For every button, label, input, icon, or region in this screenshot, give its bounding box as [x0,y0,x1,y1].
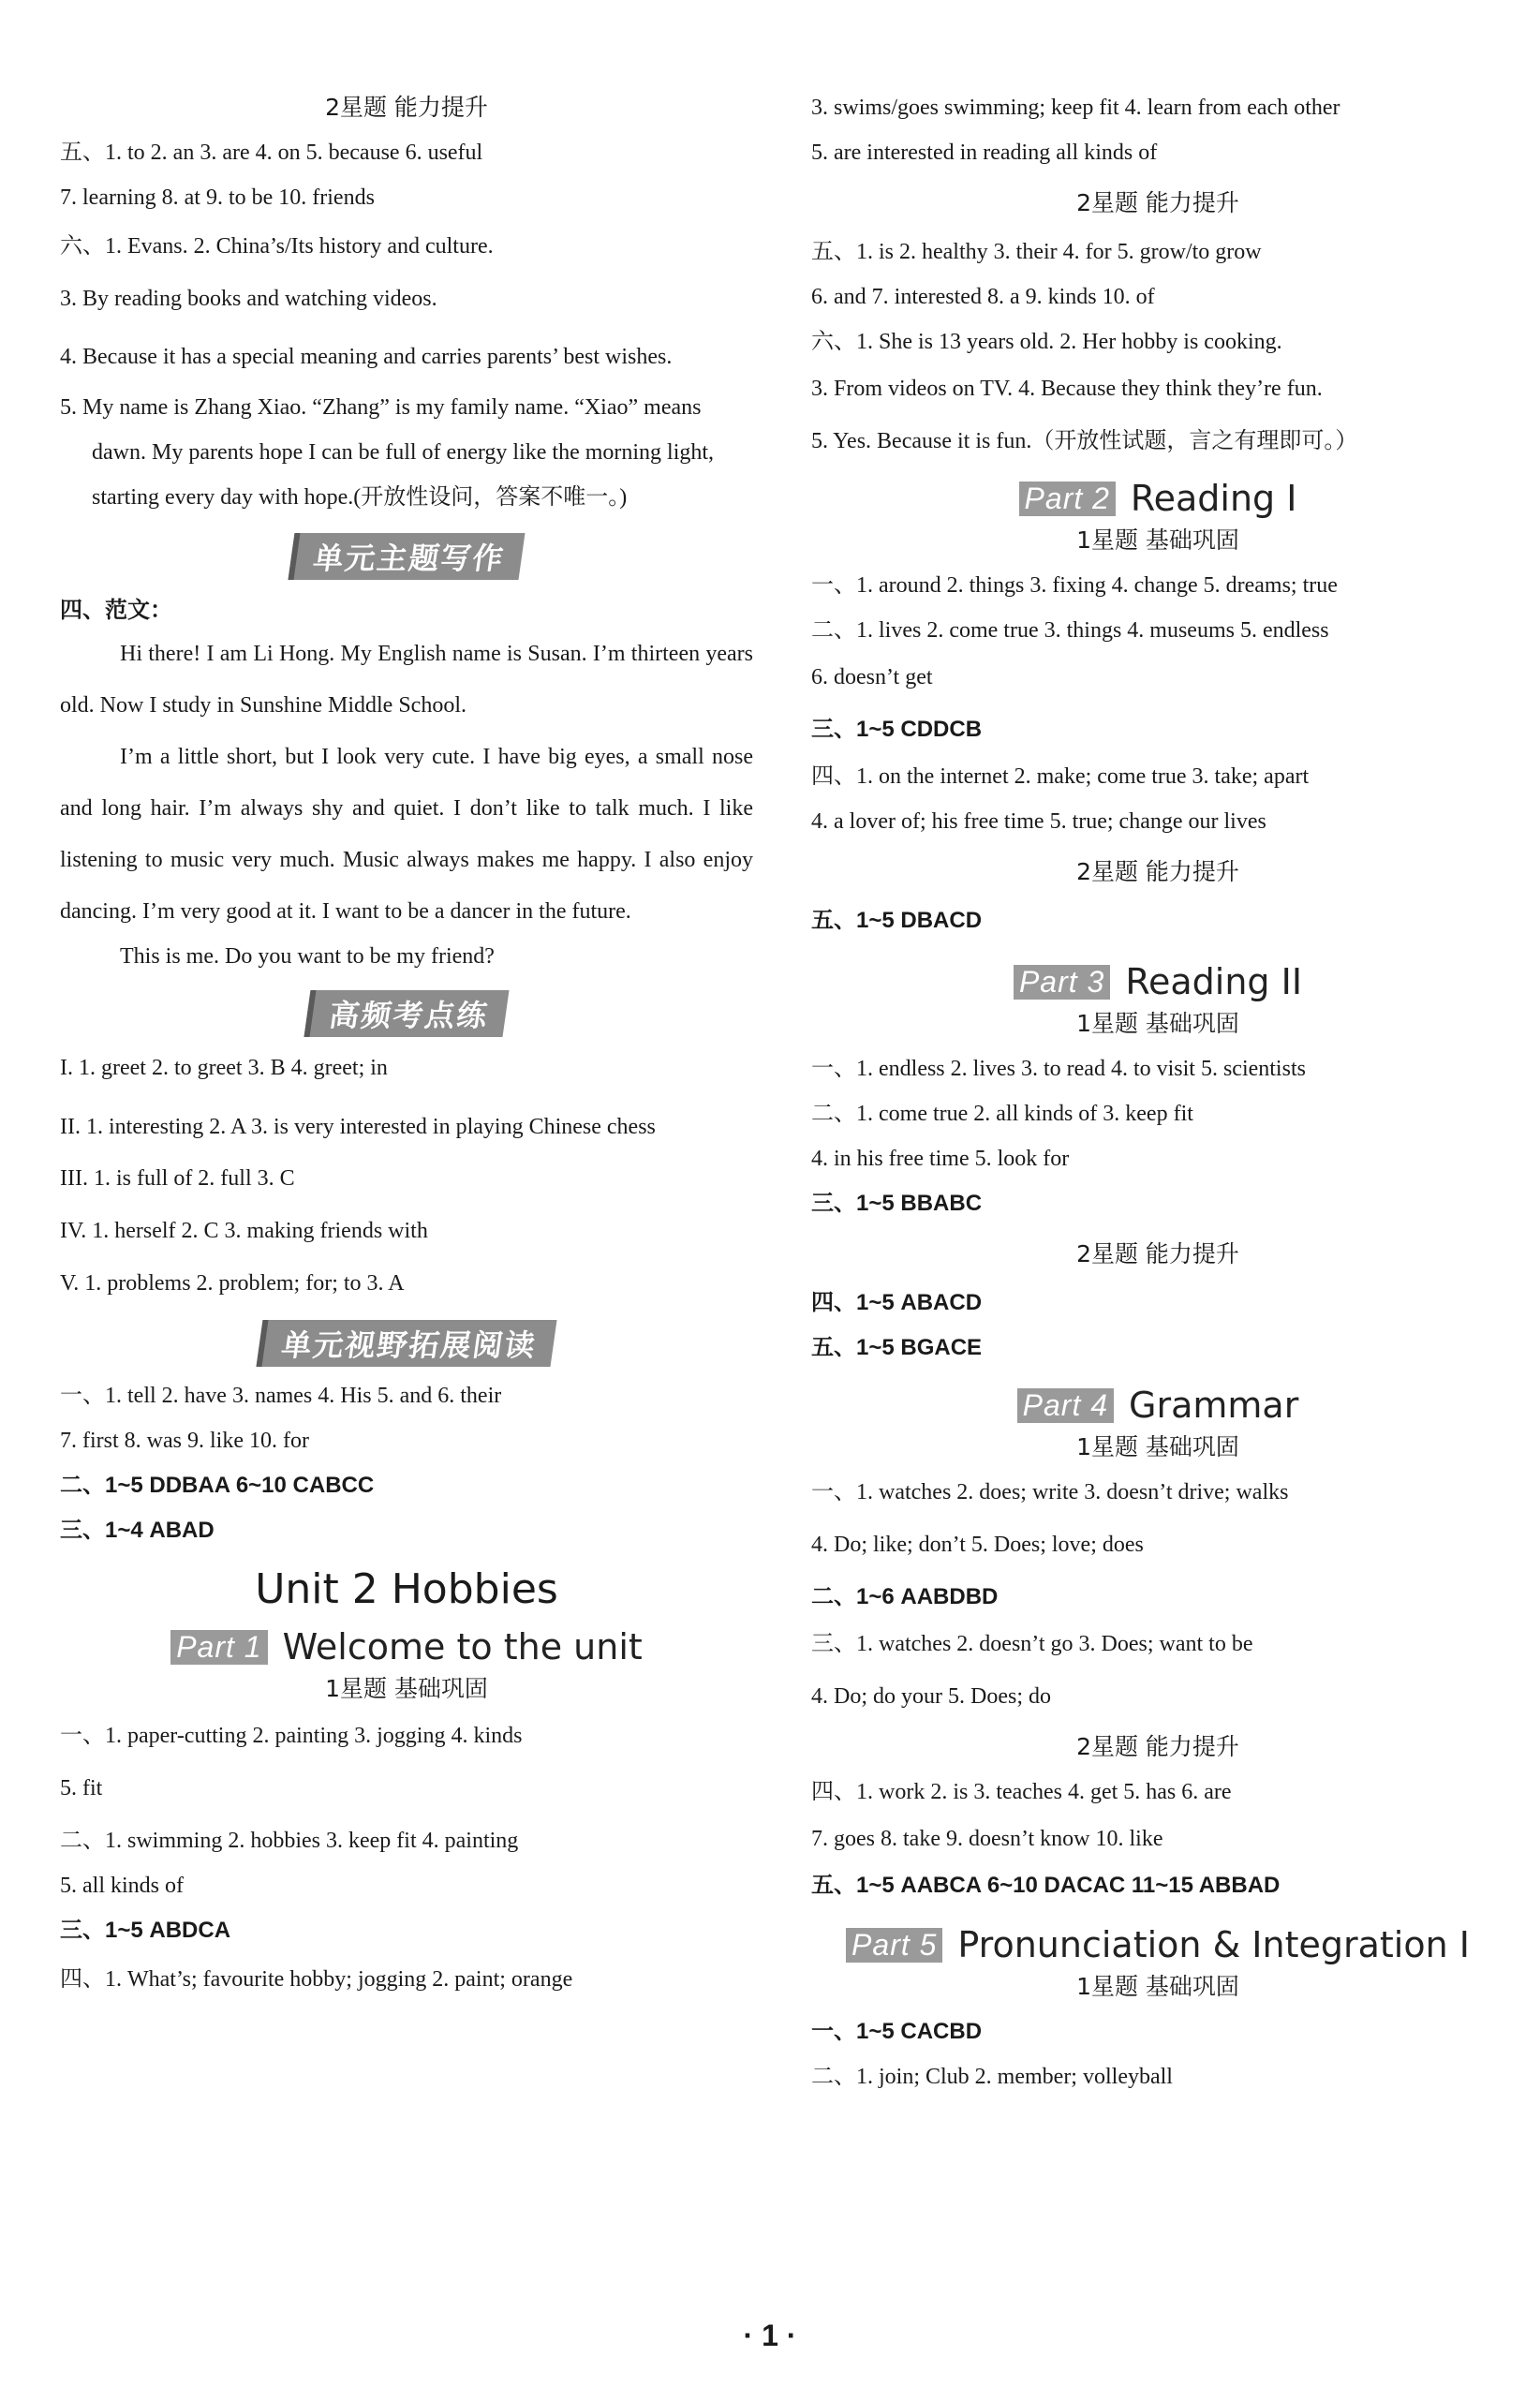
answer-line: 4. Do; do your 5. Does; do [811,1684,1051,1709]
answer-line: 三、1~5 BBABC [811,1191,983,1216]
section-heading: 2星题 能力提升 [1076,189,1239,216]
answer-line: 三、1~5 CDDCB [811,717,983,742]
answer-line: 3. From videos on TV. 4. Because they think they’re fun. [811,377,1323,401]
answer-line: 6. doesn’t get [811,665,933,689]
banner-extended-reading [60,1320,753,1367]
answer-line: 4. in his free time 5. look for [811,1147,1070,1171]
part-title: Reading II [1125,961,1303,1002]
section-heading: 1星题 基础巩固 [1076,1433,1239,1460]
answer-line: 五、1~5 DBACD [811,908,983,933]
answer-line: 一、1. tell 2. have 3. names 4. His 5. and 6. their [60,1384,502,1408]
section-heading: 1星题 基础巩固 [1076,1973,1239,2000]
answer-line: 五、1. is 2. healthy 3. their 4. for 5. grow/to grow [811,240,1262,264]
answer-line: 3. By reading books and watching videos. [60,287,437,311]
answer-line: 四、1. work 2. is 3. teaches 4. get 5. has 6. are [811,1780,1232,1804]
part-tag: Part 1 [170,1630,267,1665]
answer-line: 二、1~5 DDBAA 6~10 CABCC [60,1473,375,1498]
essay-paragraph: I’m a little short, but I look very cute. I have big eyes, a small nose and long hair. I’m always shy and quiet. I don’t like to talk much. I like listening to music very much. Music always makes me happy. I also enjoy dancing. I’m very good at it. I want to be a dancer in the future. [60,745,753,924]
section-heading: 2星题 能力提升 [325,94,488,121]
part-tag: Part 5 [846,1928,942,1963]
answer-line: 一、1. endless 2. lives 3. to read 4. to visit 5. scientists [811,1057,1306,1081]
answer-line: 四、1. What’s; favourite hobby; jogging 2. paint; orange [60,1967,573,1992]
answer-line: 5. Yes. Because it is fun.（开放性试题，言之有理即可。） [811,429,1358,453]
answer-line: 五、1. to 2. an 3. are 4. on 5. because 6. useful [60,141,483,165]
answer-line: 4. a lover of; his free time 5. true; change our lives [811,809,1266,834]
banner-label: 单元主题写作 [288,533,525,580]
answer-line: 7. first 8. was 9. like 10. for [60,1429,309,1453]
answer-line: 六、1. She is 13 years old. 2. Her hobby is cooking. [811,330,1282,354]
part-header [811,961,1504,1002]
part-tag: Part 4 [1017,1388,1114,1423]
answer-line: II. 1. interesting 2. A 3. is very interested in playing Chinese chess [60,1115,656,1139]
banner-unit-writing [60,533,753,580]
answer-line: 6. and 7. interested 8. a 9. kinds 10. of [811,285,1155,309]
answer-line: 三、1~4 ABAD [60,1518,215,1543]
section-heading: 1星题 基础巩固 [1076,526,1239,554]
part-title: Welcome to the unit [282,1626,643,1667]
part-title: Pronunciation & Integration I [957,1924,1470,1965]
answer-line: 五、1~5 AABCA 6~10 DACAC 11~15 ABBAD [811,1873,1281,1898]
banner-label: 单元视野拓展阅读 [256,1320,556,1367]
part-header [60,1626,753,1667]
part-header [811,1924,1504,1965]
answer-line: 一、1. watches 2. does; write 3. doesn’t drive; walks [811,1480,1289,1504]
part-tag: Part 3 [1014,965,1110,1000]
right-column [811,94,1504,2091]
part-title: Reading I [1130,478,1297,519]
essay-paragraph: This is me. Do you want to be my friend? [120,944,495,969]
essay-paragraph: Hi there! I am Li Hong. My English name is Susan. I’m thirteen years old. Now I study in Sunshine Middle School. [60,642,753,718]
banner-high-frequency [60,990,753,1037]
answer-line: 四、1. on the internet 2. make; come true 3. take; apart [811,764,1310,789]
part-title: Grammar [1129,1385,1299,1426]
answer-line: 二、1. join; Club 2. member; volleyball [811,2065,1173,2089]
part-tag: Part 2 [1019,482,1116,516]
answer-line: IV. 1. herself 2. C 3. making friends with [60,1219,428,1243]
page-number: · 1 · [743,2319,797,2352]
banner-label: 高频考点练 [304,990,509,1037]
answer-line: 三、1. watches 2. doesn’t go 3. Does; want to be [811,1632,1253,1656]
answer-line: 二、1~6 AABDBD [811,1584,999,1609]
answer-line: 4. Because it has a special meaning and carries parents’ best wishes. [60,345,673,369]
answer-line: 5. fit [60,1776,103,1801]
section-heading: 2星题 能力提升 [1076,1733,1239,1760]
answer-line: 二、1. swimming 2. hobbies 3. keep fit 4. painting [60,1829,519,1853]
answer-line: 5. all kinds of [60,1874,184,1898]
left-column [60,94,753,1993]
answer-line: 5. are interested in reading all kinds of [811,141,1158,165]
section-heading: 2星题 能力提升 [1076,858,1239,885]
answer-line: 一、1~5 CACBD [811,2019,983,2044]
answer-line: 一、1. around 2. things 3. fixing 4. change 5. dreams; true [811,573,1338,598]
answer-line: I. 1. greet 2. to greet 3. B 4. greet; in [60,1056,388,1080]
part-header [811,1385,1504,1426]
answer-line: 4. Do; like; don’t 5. Does; love; does [811,1533,1144,1557]
answer-line: 5. My name is Zhang Xiao. “Zhang” is my family name. “Xiao” means dawn. My parents hope I can be full of energy like the morning light, starting every day with hope.(开放性设问，答案不唯一。) [60,395,715,510]
answer-line: 五、1~5 BGACE [811,1335,983,1360]
answer-line: 一、1. paper-cutting 2. painting 3. jogging 4. kinds [60,1724,523,1748]
answer-line: 二、1. come true 2. all kinds of 3. keep fit [811,1102,1193,1126]
answer-line: III. 1. is full of 2. full 3. C [60,1166,295,1191]
section-heading: 1星题 基础巩固 [1076,1010,1239,1037]
answer-line: 三、1~5 ABDCA [60,1918,231,1943]
part-header [811,478,1504,519]
essay-heading: 四、范文： [60,598,172,623]
answer-line: 六、1. Evans. 2. China’s/Its history and culture. [60,234,494,259]
answer-line: V. 1. problems 2. problem; for; to 3. A [60,1271,405,1296]
answer-line: 7. goes 8. take 9. doesn’t know 10. like [811,1827,1163,1851]
section-heading: 1星题 基础巩固 [325,1675,488,1702]
answer-line: 3. swims/goes swimming; keep fit 4. learn from each other [811,96,1340,120]
unit-title: Unit 2 Hobbies [255,1565,558,1613]
answer-line: 二、1. lives 2. come true 3. things 4. museums 5. endless [811,618,1329,643]
answer-line: 7. learning 8. at 9. to be 10. friends [60,185,375,210]
answer-line: 四、1~5 ABACD [811,1290,983,1315]
section-heading: 2星题 能力提升 [1076,1240,1239,1267]
